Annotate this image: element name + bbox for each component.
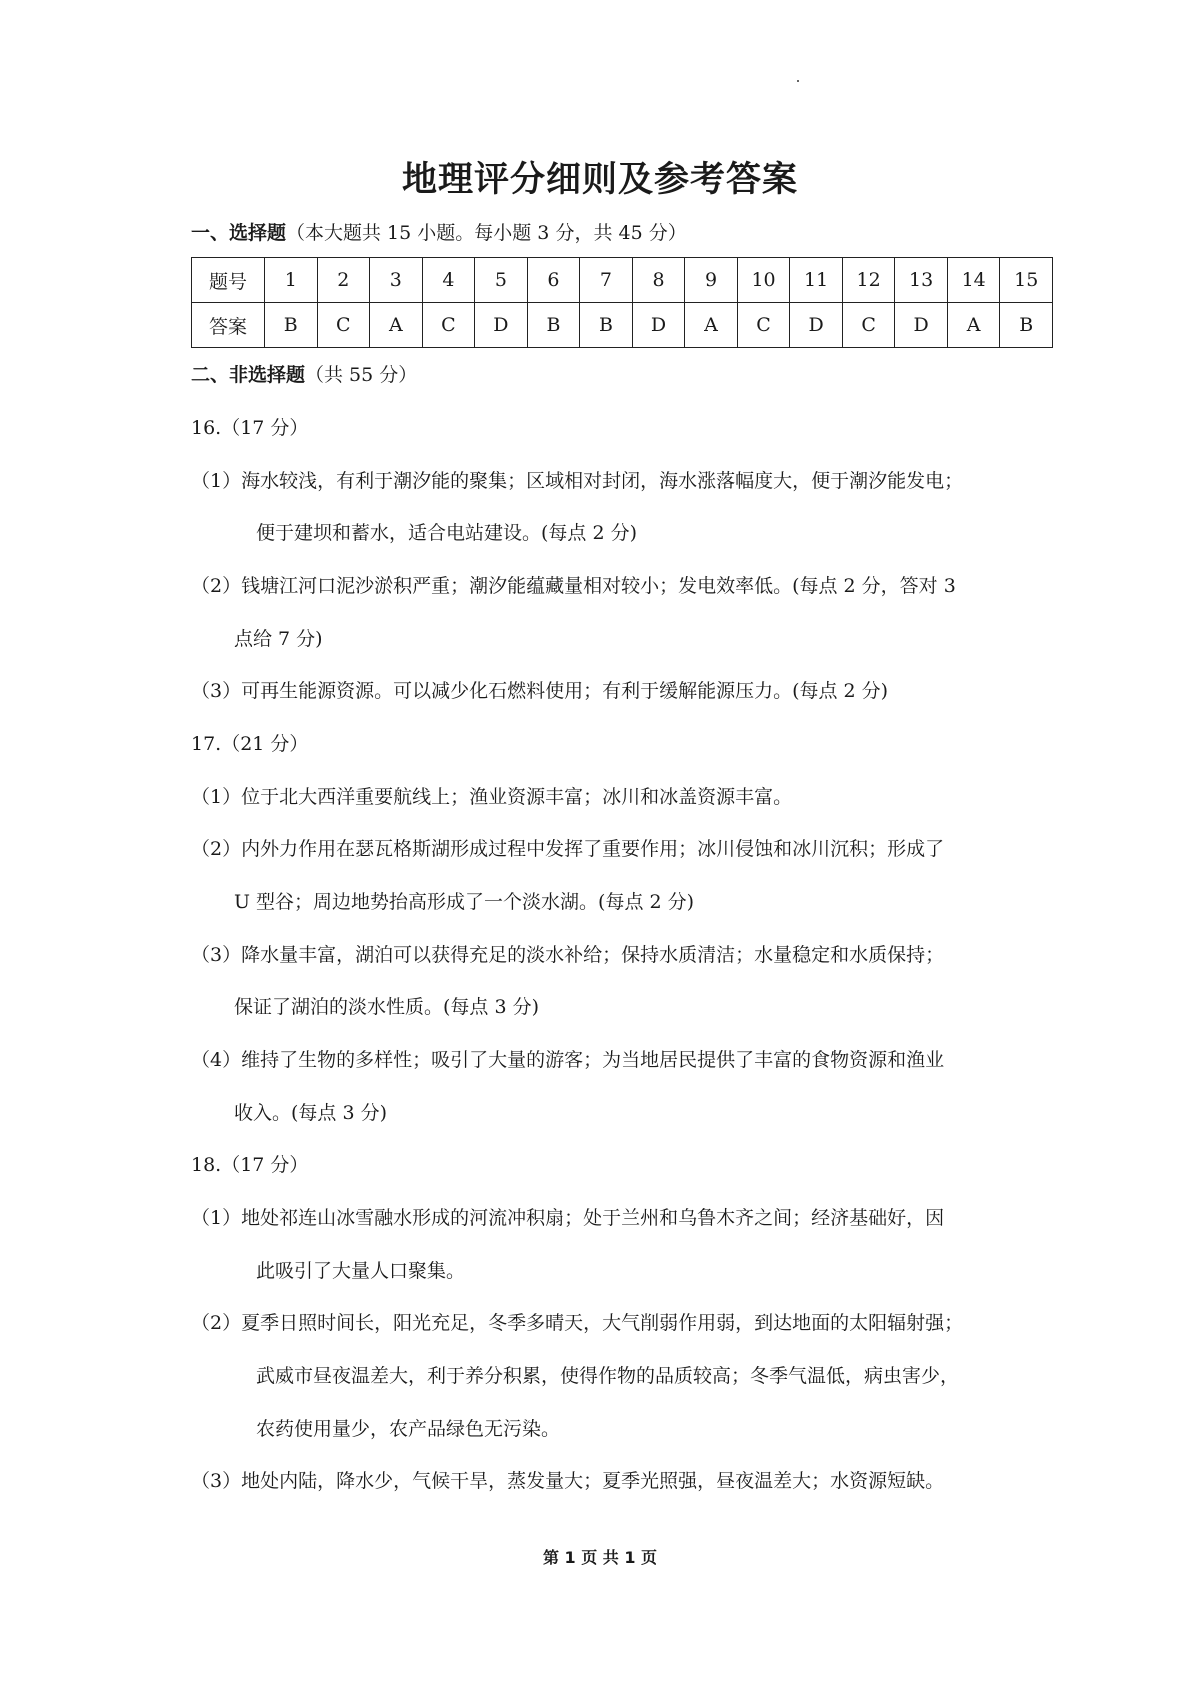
answer-row: [192, 303, 1053, 348]
answer-cell: B: [1000, 303, 1053, 348]
answer-cell: C: [422, 303, 475, 348]
question-number: 12: [842, 258, 895, 303]
q18-1-line2: 此吸引了大量人口聚集。: [256, 1260, 466, 1282]
question-number-row: [192, 258, 1053, 303]
section1-name: 一、选择题: [191, 222, 287, 244]
q16-1-line1: （1）海水较浅，有利于潮汐能的聚集；区域相对封闭，海水涨落幅度大，便于潮汐能发电；: [191, 470, 964, 492]
question-number: 2: [317, 258, 370, 303]
section2-heading: [191, 360, 417, 387]
answer-cell: A: [685, 303, 738, 348]
q18-3-line1: （3）地处内陆，降水少，气候干旱，蒸发量大；夏季光照强，昼夜温差大；水资源短缺。: [191, 1470, 945, 1492]
page-title: 地理评分细则及参考答案: [401, 160, 798, 200]
q17-heading: 17.（21 分）: [191, 733, 309, 755]
question-number: 14: [947, 258, 1000, 303]
section1-note: （本大题共 15 小题。每小题 3 分，共 45 分）: [286, 222, 687, 244]
q18-2-line2: 武威市昼夜温差大，利于养分积累，使得作物的品质较高；冬季气温低，病虫害少，: [256, 1365, 960, 1387]
answer-cell: C: [317, 303, 370, 348]
question-number: 5: [475, 258, 528, 303]
answer-cell: A: [370, 303, 423, 348]
scan-speck: [797, 80, 799, 82]
answer-cell: D: [475, 303, 528, 348]
answer-cell: C: [737, 303, 790, 348]
question-number: 4: [422, 258, 475, 303]
q18-1-line1: （1）地处祁连山冰雪融水形成的河流冲积扇；处于兰州和乌鲁木齐之间；经济基础好，因: [191, 1207, 945, 1229]
q17-2-line2: U 型谷；周边地势抬高形成了一个淡水湖。(每点 2 分): [234, 891, 695, 913]
section2-note: （共 55 分）: [305, 364, 418, 386]
answer-cell: D: [895, 303, 948, 348]
question-number: 11: [790, 258, 843, 303]
question-number: 1: [265, 258, 318, 303]
q17-2-line1: （2）内外力作用在瑟瓦格斯湖形成过程中发挥了重要作用；冰川侵蚀和冰川沉积；形成了: [191, 838, 945, 860]
q17-3-line2: 保证了湖泊的淡水性质。(每点 3 分): [234, 996, 539, 1018]
q16-1-line2: 便于建坝和蓄水，适合电站建设。(每点 2 分): [256, 522, 637, 544]
question-number: 8: [632, 258, 685, 303]
answer-cell: B: [265, 303, 318, 348]
row-label: 答案: [192, 303, 265, 348]
q16-2-line2: 点给 7 分): [234, 628, 323, 650]
answer-cell: B: [580, 303, 633, 348]
question-number: 3: [370, 258, 423, 303]
answer-cell: D: [790, 303, 843, 348]
question-number: 9: [685, 258, 738, 303]
q18-2-line1: （2）夏季日照时间长，阳光充足，冬季多晴天，大气削弱作用弱，到达地面的太阳辐射强；: [191, 1312, 964, 1334]
question-number: 13: [895, 258, 948, 303]
q16-3-line1: （3）可再生能源资源。可以减少化石燃料使用；有利于缓解能源压力。(每点 2 分): [191, 680, 889, 702]
row-label: 题号: [192, 258, 265, 303]
section1-heading: [191, 218, 687, 245]
section2-name: 二、非选择题: [191, 364, 306, 386]
q17-4-line1: （4）维持了生物的多样性；吸引了大量的游客；为当地居民提供了丰富的食物资源和渔业: [191, 1049, 945, 1071]
answer-cell: D: [632, 303, 685, 348]
answer-cell: C: [842, 303, 895, 348]
question-number: 6: [527, 258, 580, 303]
q17-1-line1: （1）位于北大西洋重要航线上；渔业资源丰富；冰川和冰盖资源丰富。: [191, 786, 793, 808]
q17-3-line1: （3）降水量丰富，湖泊可以获得充足的淡水补给；保持水质清洁；水量稳定和水质保持；: [191, 944, 945, 966]
question-number: 10: [737, 258, 790, 303]
q18-heading: 18.（17 分）: [191, 1154, 309, 1176]
answer-cell: B: [527, 303, 580, 348]
q17-4-line2: 收入。(每点 3 分): [234, 1102, 387, 1124]
q18-2-line3: 农药使用量少，农产品绿色无污染。: [256, 1418, 561, 1440]
answer-cell: A: [947, 303, 1000, 348]
question-number: 15: [1000, 258, 1053, 303]
question-number: 7: [580, 258, 633, 303]
page-footer: 第 1 页 共 1 页: [542, 1548, 658, 1567]
answer-table: [191, 257, 1053, 348]
q16-2-line1: （2）钱塘江河口泥沙淤积严重；潮汐能蕴藏量相对较小；发电效率低。(每点 2 分，答对 3: [191, 575, 956, 597]
q16-heading: 16.（17 分）: [191, 417, 309, 439]
